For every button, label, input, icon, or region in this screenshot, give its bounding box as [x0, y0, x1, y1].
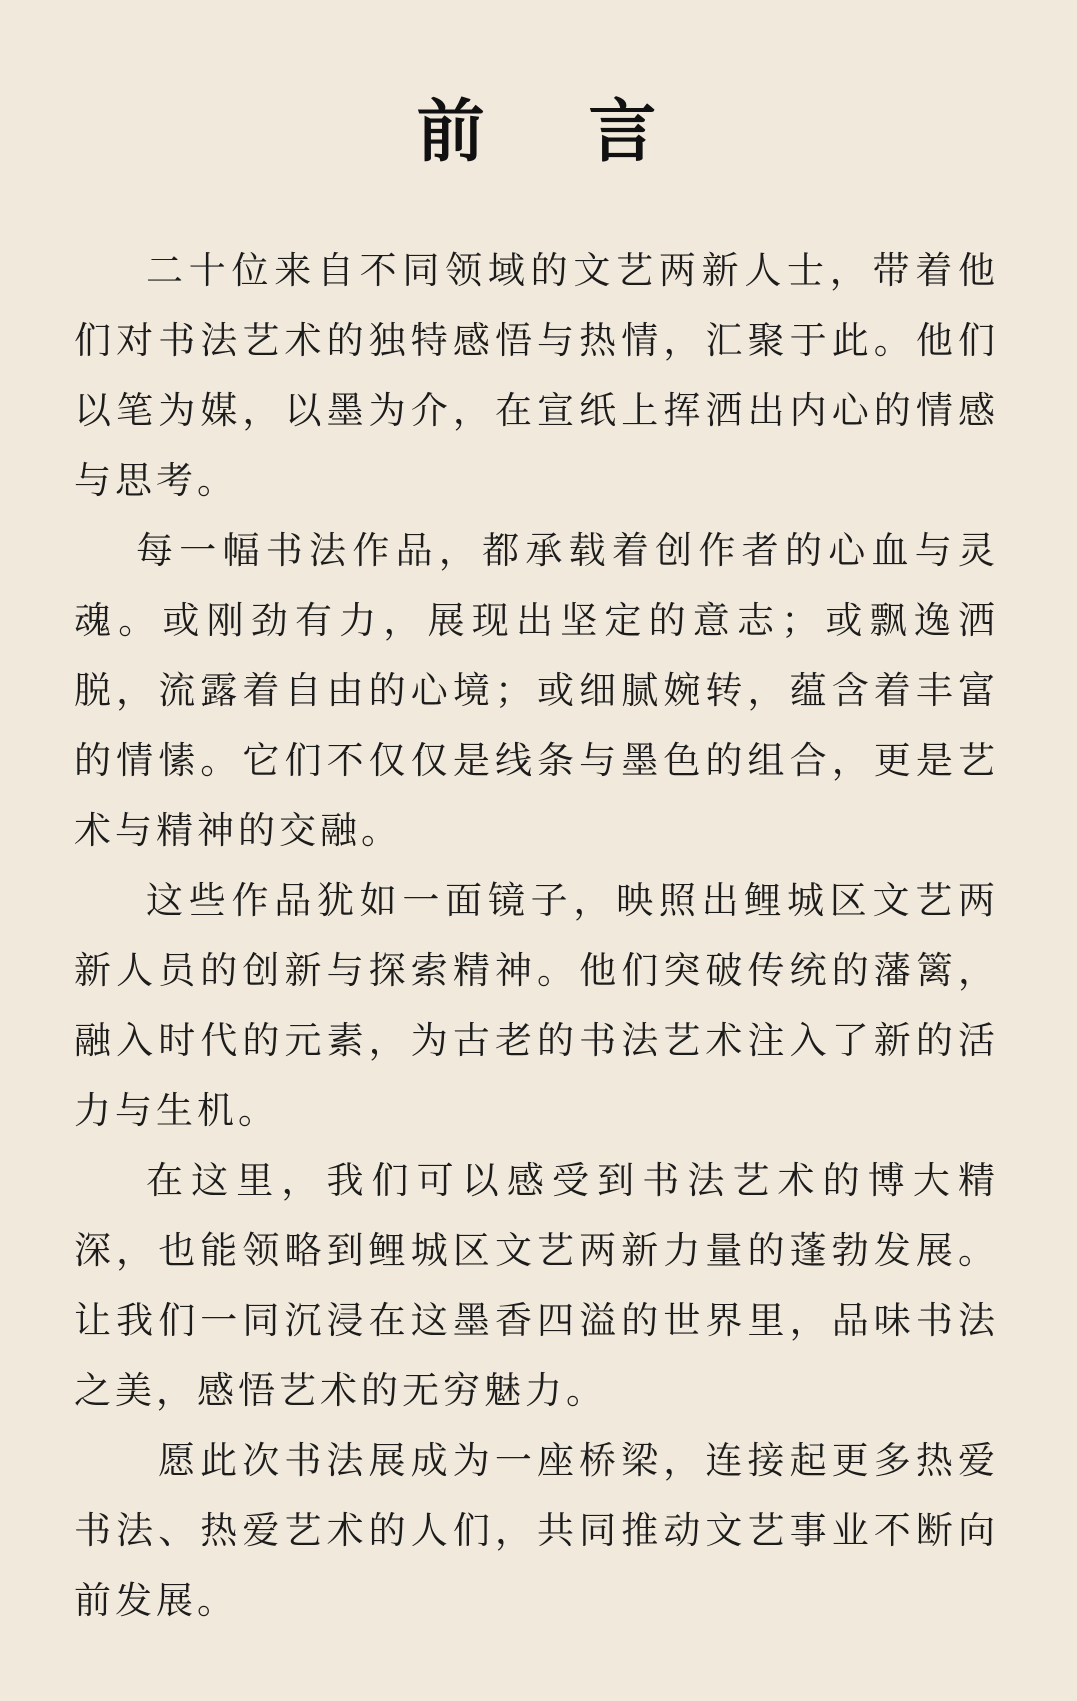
page-title: 前 言 [416, 92, 697, 172]
paragraph-1: 二十位来自不同领域的文艺两新人士，带着他们对书法艺术的独特感悟与热情，汇聚于此。他们以笔为媒，以墨为介，在宣纸上挥洒出内心的情感与思考。 [74, 249, 999, 502]
paragraph-2: 每一幅书法作品，都承载着创作者的心血与灵魂。或刚劲有力，展现出坚定的意志；或飘逸洒脱，流露着自由的心境；或细腻婉转，蕴含着丰富的情愫。它们不仅仅是线条与墨色的组合，更是艺术与精神的交融。 [74, 529, 999, 852]
paragraph-3: 这些作品犹如一面镜子，映照出鲤城区文艺两新人员的创新与探索精神。他们突破传统的藩篱，融入时代的元素，为古老的书法艺术注入了新的活力与生机。 [74, 879, 999, 1132]
paragraph-4: 在这里，我们可以感受到书法艺术的博大精深，也能领略到鲤城区文艺两新力量的蓬勃发展。让我们一同沉浸在这墨香四溢的世界里，品味书法之美，感悟艺术的无穷魅力。 [74, 1159, 999, 1412]
paragraph-5: 愿此次书法展成为一座桥梁，连接起更多热爱书法、热爱艺术的人们，共同推动文艺事业不断向前发展。 [74, 1439, 999, 1622]
